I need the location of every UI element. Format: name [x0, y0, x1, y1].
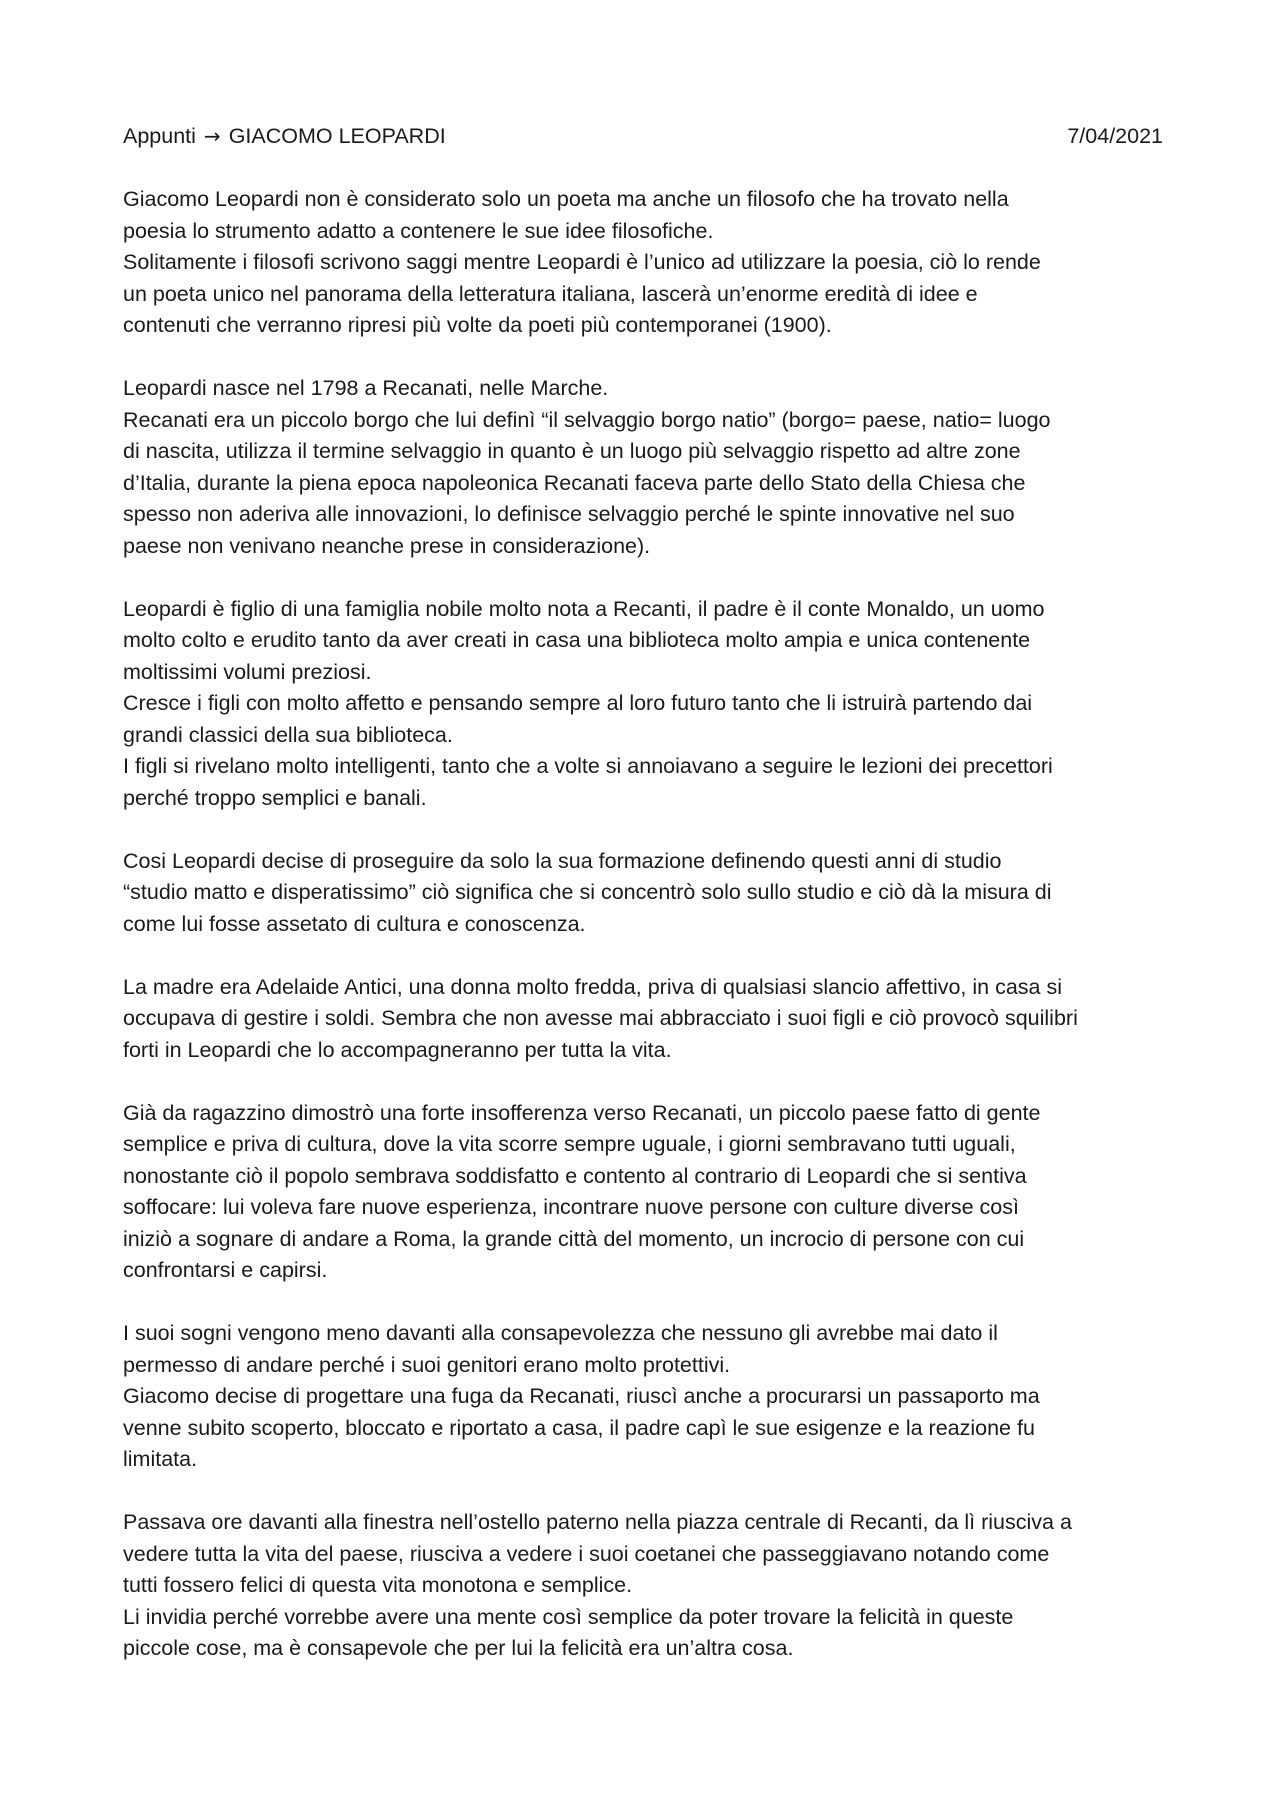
document-title: GIACOMO LEOPARDI: [228, 124, 446, 148]
text-line: piccole cose, ma è consapevole che per lui la felicità era un’altra cosa.: [123, 1636, 794, 1660]
paragraph: [123, 1507, 1163, 1665]
text-line: d’Italia, durante la piena epoca napoleonica Recanati faceva parte dello Stato della Chiesa che: [123, 470, 1026, 495]
arrow-right-icon: →: [203, 124, 221, 148]
text-line: Cresce i figli con molto affetto e pensando sempre al loro futuro tanto che li istruirà partendo dai: [123, 691, 1033, 715]
text-line: Leopardi è figlio di una famiglia nobile molto nota a Recanti, il padre è il conte Monaldo, un uomo: [123, 596, 1045, 621]
text-line: un poeta unico nel panorama della letteratura italiana, lascerà un’enorme eredità di idee e: [123, 281, 978, 306]
paragraph: [123, 373, 1163, 562]
text-line: forti in Leopardi che lo accompagneranno per tutta la vita.: [123, 1037, 672, 1062]
text-line: venne subito scoperto, bloccato e riportato a casa, il padre capì le sue esigenze e la reazione fu: [123, 1415, 1035, 1440]
text-line: iniziò a sognare di andare a Roma, la grande città del momento, un incrocio di persone con cui: [123, 1226, 1025, 1251]
text-line: “studio matto e disperatissimo” ciò significa che si concentrò solo sullo studio e ciò dà la misura di: [123, 880, 1052, 904]
paragraph: [123, 1318, 1163, 1476]
document-header: [123, 121, 1163, 153]
text-line: molto colto e erudito tanto da aver creati in casa una biblioteca molto ampia e unica contenente: [123, 628, 1031, 652]
text-line: nonostante ciò il popolo sembrava soddisfatto e contento al contrario di Leopardi che si sentiva: [123, 1163, 1027, 1188]
text-line: soffocare: lui voleva fare nuove esperienza, incontrare nuove persone con culture diverse così: [123, 1195, 1019, 1219]
text-line: Li invidia perché vorrebbe avere una mente così semplice da poter trovare la felicità in queste: [123, 1604, 1014, 1629]
paragraph: [123, 184, 1163, 342]
text-line: semplice e priva di cultura, dove la vita scorre sempre uguale, i giorni sembravano tutti uguali,: [123, 1132, 1016, 1156]
text-line: vedere tutta la vita del paese, riusciva a vedere i suoi coetanei che passeggiavano notando come: [123, 1541, 1050, 1566]
text-line: permesso di andare perché i suoi genitori erano molto protettivi.: [123, 1352, 731, 1377]
text-line: tutti fossero felici di questa vita monotona e semplice.: [123, 1573, 633, 1597]
document-date: 7/04/2021: [1067, 124, 1163, 148]
text-line: Solitamente i filosofi scrivono saggi mentre Leopardi è l’unico ad utilizzare la poesia, ciò lo rende: [123, 250, 1041, 274]
paragraph: [123, 846, 1163, 941]
text-line: limitata.: [123, 1447, 198, 1471]
text-line: I figli si rivelano molto intelligenti, tanto che a volte si annoiavano a seguire le lezioni dei precettori: [123, 754, 1053, 778]
text-line: Giacomo Leopardi non è considerato solo un poeta ma anche un filosofo che ha trovato nella: [123, 187, 1009, 211]
header-left: [123, 121, 446, 153]
document-page: [123, 121, 1163, 1696]
text-line: di nascita, utilizza il termine selvaggio in quanto è un luogo più selvaggio rispetto ad altre zone: [123, 439, 1021, 463]
text-line: moltissimi volumi preziosi.: [123, 659, 372, 684]
text-line: Recanati era un piccolo borgo che lui definì “il selvaggio borgo natio” (borgo= paese, natio= luogo: [123, 407, 1051, 432]
text-line: come lui fosse assetato di cultura e conoscenza.: [123, 911, 586, 936]
paragraph: [123, 1098, 1163, 1287]
text-line: Giacomo decise di progettare una fuga da Recanati, riuscì anche a procurarsi un passaporto ma: [123, 1384, 1040, 1408]
text-line: spesso non aderiva alle innovazioni, lo definisce selvaggio perché le spinte innovative nel suo: [123, 502, 1015, 526]
notes-label: Appunti: [123, 124, 196, 148]
text-line: poesia lo strumento adatto a contenere le sue idee filosofiche.: [123, 218, 714, 243]
paragraph: [123, 594, 1163, 815]
text-line: paese non venivano neanche prese in considerazione).: [123, 533, 651, 558]
text-line: confrontarsi e capirsi.: [123, 1258, 328, 1282]
document-body: [123, 184, 1163, 1665]
text-line: I suoi sogni vengono meno davanti alla consapevolezza che nessuno gli avrebbe mai dato il: [123, 1321, 998, 1345]
text-line: contenuti che verranno ripresi più volte da poeti più contemporanei (1900).: [123, 313, 832, 337]
text-line: perché troppo semplici e banali.: [123, 785, 427, 810]
text-line: Passava ore davanti alla finestra nell’ostello paterno nella piazza centrale di Recanti, da lì riusciva a: [123, 1510, 1072, 1534]
text-line: Già da ragazzino dimostrò una forte insofferenza verso Recanati, un piccolo paese fatto di gente: [123, 1100, 1041, 1125]
paragraph: [123, 972, 1163, 1067]
text-line: grandi classici della sua biblioteca.: [123, 722, 453, 747]
text-line: Leopardi nasce nel 1798 a Recanati, nelle Marche.: [123, 376, 609, 400]
text-line: Cosi Leopardi decise di proseguire da solo la sua formazione definendo questi anni di studio: [123, 848, 1002, 873]
text-line: occupava di gestire i soldi. Sembra che non avesse mai abbracciato i suoi figli e ciò provocò squilibri: [123, 1006, 1078, 1030]
text-line: La madre era Adelaide Antici, una donna molto fredda, priva di qualsiasi slancio affettivo, in casa si: [123, 974, 1062, 999]
